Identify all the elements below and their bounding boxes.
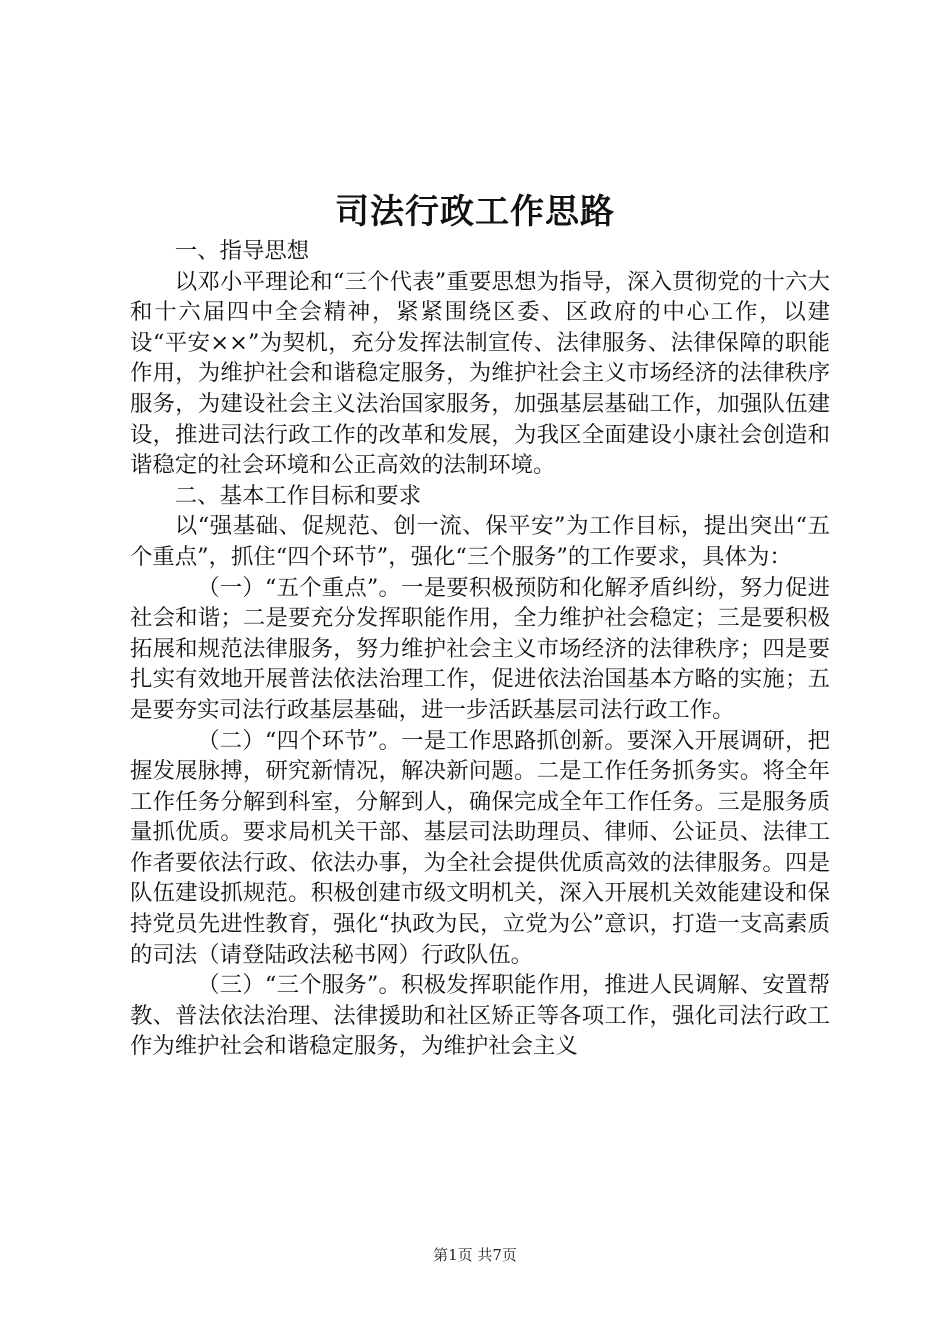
page-number: 第1页 共7页 xyxy=(433,1246,517,1264)
paragraph: 以邓小平理论和“三个代表”重要思想为指导，深入贯彻党的十六大和十六届四中全会精神，紧紧围绕区委、区政府的中心工作，以建设“平安××”为契机，充分发挥法制宣传、法律服务、法律保障的职能作用，为维护社会和谐稳定服务，为维护社会主义市场经济的法律秩序服务，为建设社会主义法治国家服务，加强基层基础工作，加强队伍建设，推进司法行政工作的改革和发展，为我区全面建设小康社会创造和谐稳定的社会环境和公正高效的法制环境。 xyxy=(130,268,830,479)
paragraph: （三）“三个服务”。积极发挥职能作用，推进人民调解、安置帮教、普法依法治理、法律援助和社区矫正等各项工作，强化司法行政工作为维护社会和谐稳定服务，为维护社会主义 xyxy=(130,972,830,1060)
section-heading: 一、指导思想 xyxy=(174,238,310,264)
section-heading: 二、基本工作目标和要求 xyxy=(174,482,422,509)
paragraph: （一）“五个重点”。一是要积极预防和化解矛盾纠纷，努力促进社会和谐；二是要充分发挥职能作用，全力维护社会稳定；三是要积极拓展和规范法律服务，努力维护社会主义市场经济的法律秩序；四是要扎实有效地开展普法依法治理工作，促进依法治国基本方略的实施；五是要夯实司法行政基层基础，进一步活跃基层司法行政工作。 xyxy=(130,574,830,723)
paragraph: （二）“四个环节”。一是工作思路抓创新。要深入开展调研，把握发展脉搏，研究新情况，解决新问题。二是工作任务抓务实。将全年工作任务分解到科室，分解到人，确保完成全年工作任务。三是服务质量抓优质。要求局机关干部、基层司法助理员、律师、公证员、法律工作者要依法行政、依法办事，为全社会提供优质高效的法律服务。四是队伍建设抓规范。积极创建市级文明机关，深入开展机关效能建设和保持党员先进性教育，强化“执政为民，立党为公”意识，打造一支高素质的司法（请登陆政法秘书网）行政队伍。 xyxy=(130,727,830,968)
document-title: 司法行政工作思路 xyxy=(335,192,615,232)
paragraph: 以“强基础、促规范、创一流、保平安”为工作目标，提出突出“五个重点”，抓住“四个环节”，强化“三个服务”的工作要求，具体为： xyxy=(130,513,830,570)
document-body xyxy=(130,236,830,1062)
